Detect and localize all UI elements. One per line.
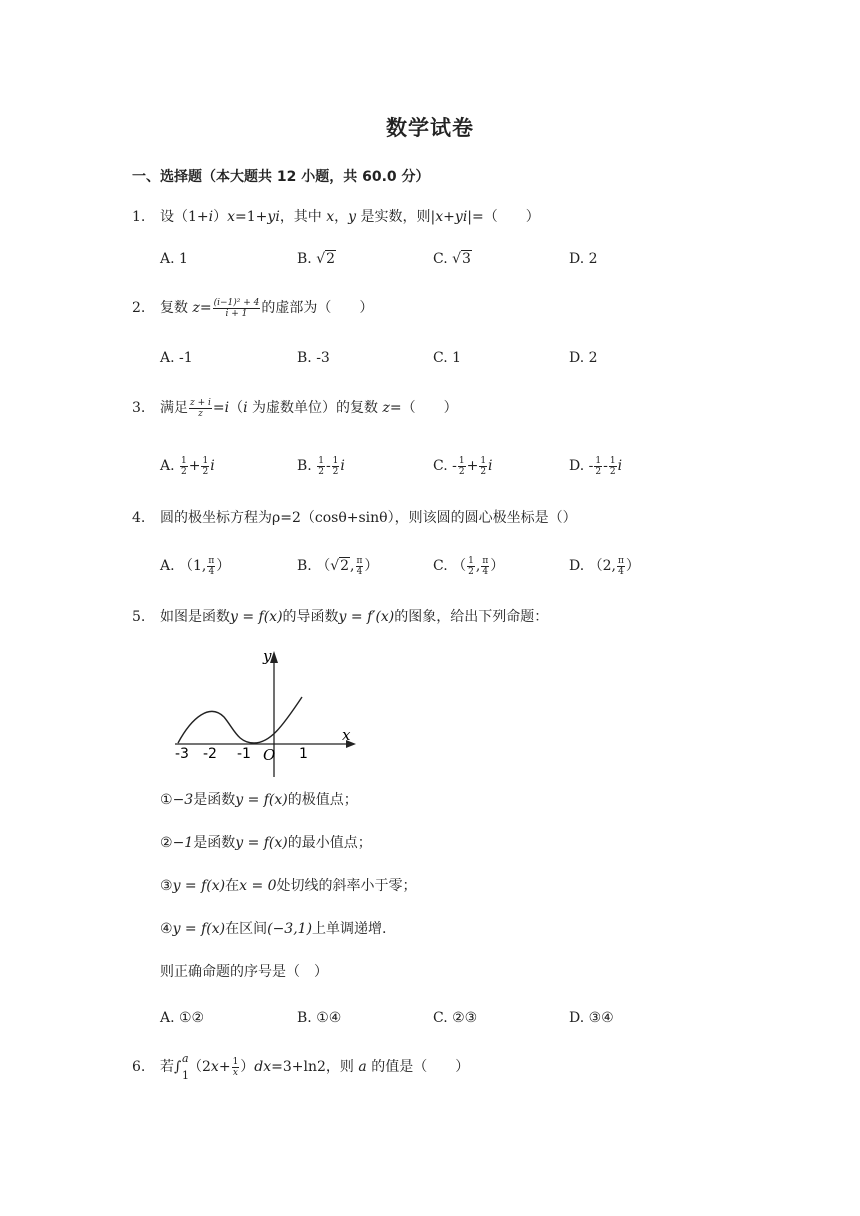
numerator: 1 [458, 455, 465, 466]
denominator: 2 [595, 466, 602, 477]
option-label: A. [160, 458, 180, 474]
q5-math: y = f′(x) [338, 609, 395, 625]
radicand: 2 [326, 251, 336, 267]
option-d[interactable]: D. 2 [569, 350, 598, 366]
option-c[interactable] [433, 248, 472, 270]
option-text: ） [625, 558, 640, 574]
q5-math: y = f(x) [230, 609, 283, 625]
numerator: z + i [190, 397, 211, 408]
option-label: B. （ [297, 558, 331, 574]
option-b[interactable] [297, 555, 378, 577]
fraction [481, 556, 489, 577]
q6-var: dx [254, 1059, 272, 1075]
q3-text: = [212, 400, 225, 416]
numerator: 1 [480, 455, 487, 466]
q6-text: 若 [160, 1059, 174, 1075]
imaginary-unit: i [488, 458, 493, 474]
statement-4 [160, 918, 386, 940]
q5-math: −3 [172, 792, 194, 808]
section-heading: 一、选择题（本大题共 12 小题，共 60.0 分） [132, 169, 430, 185]
option-a[interactable]: A. ①② [160, 1010, 205, 1026]
fraction [458, 456, 466, 477]
q6-text: =3+ln2，则 [271, 1059, 359, 1075]
q1-var: i [208, 209, 214, 225]
fraction [356, 556, 364, 577]
option-text: , [475, 558, 481, 574]
option-b[interactable] [297, 248, 336, 270]
q1-text: ） [213, 209, 228, 225]
statement-1 [160, 789, 358, 811]
integral-sign: ∫ a 1 [174, 1056, 188, 1078]
tick-label: 1 [299, 746, 308, 762]
statement-marker: ① [160, 792, 173, 808]
q5-text: 的极值点； [287, 792, 358, 808]
q5-math: (−3,1) [267, 921, 313, 937]
fraction [201, 456, 209, 477]
q1-text: =1+ [235, 209, 268, 225]
fraction [189, 398, 212, 419]
tick-label: -2 [203, 746, 217, 762]
denominator: z [198, 408, 203, 419]
option-label: C. [433, 251, 453, 267]
denominator: 2 [480, 466, 487, 477]
denominator: 4 [208, 566, 215, 577]
q5-text: 是函数 [193, 792, 236, 808]
q5-text: 是函数 [193, 835, 236, 851]
q6-text: （2 [188, 1059, 211, 1075]
q5-math: y = f(x) [172, 921, 226, 937]
radicand: 3 [462, 251, 471, 267]
origin-label: O [263, 746, 276, 764]
question-number: 5. [132, 609, 146, 625]
denominator: 2 [609, 466, 616, 477]
q1-var: y [267, 209, 276, 225]
option-text: ） [216, 558, 231, 574]
q6-text: ） [240, 1059, 255, 1075]
q6-var: x [210, 1059, 219, 1075]
option-label: D. （2, [569, 558, 616, 574]
q3-text: 满足 [160, 400, 188, 416]
numerator: π [208, 555, 215, 566]
q2-text: 复数 [160, 300, 193, 316]
fraction [467, 556, 475, 577]
question-1 [132, 206, 540, 228]
numerator: π [356, 555, 363, 566]
option-label: C. （ [433, 558, 467, 574]
statement-marker: ④ [160, 921, 173, 937]
operator: + [188, 458, 201, 474]
q2-text: 的虚部为（ ） [261, 300, 374, 316]
q1-text: 设（1+ [160, 209, 209, 225]
q4-text: 圆的极坐标方程为ρ=2（cosθ+sinθ），则该圆的圆心极坐标是（） [160, 510, 577, 526]
option-a[interactable]: A. 1 [160, 251, 188, 267]
option-c[interactable] [433, 555, 504, 577]
denominator: x [232, 1067, 238, 1078]
statement-marker: ③ [160, 878, 173, 894]
q5-math: y = f(x) [235, 835, 288, 851]
q3-var: z [382, 400, 390, 416]
q2-text: = [199, 300, 212, 316]
denominator: 4 [618, 566, 624, 577]
statement-marker: ② [160, 835, 173, 851]
q5-text: 在 [225, 878, 240, 894]
sqrt-symbol: √3 [452, 251, 471, 267]
q5-text: 的导函数 [282, 609, 339, 625]
question-5 [132, 606, 548, 628]
derivative-graph [170, 645, 370, 780]
q5-math: y = f(x) [235, 792, 288, 808]
numerator: π [482, 555, 489, 566]
integral-upper-limit: a [182, 1052, 189, 1065]
question-number: 4. [132, 510, 146, 526]
numerator: 1 [318, 455, 324, 466]
q6-var: a [358, 1059, 367, 1075]
radicand: 2 [340, 558, 350, 574]
q3-text: （ [229, 400, 244, 416]
q1-text: ，其中 [279, 209, 327, 225]
fraction [332, 456, 340, 477]
x-axis-label: x [342, 726, 351, 744]
option-c[interactable]: C. ②③ [433, 1010, 478, 1026]
fraction [594, 456, 602, 477]
option-text: , [350, 558, 355, 574]
option-label: C. - [433, 458, 457, 474]
question-number: 2. [132, 300, 146, 316]
option-text: ） [490, 558, 505, 574]
tick-label: -3 [175, 746, 189, 762]
imaginary-unit: i [340, 458, 345, 474]
imaginary-unit: i [210, 458, 215, 474]
q3-var: i [243, 400, 248, 416]
question-6 [132, 1052, 470, 1082]
operator: - [603, 458, 608, 474]
numerator: π [617, 555, 624, 566]
denominator: i + 1 [225, 308, 248, 319]
q6-text: 的值是（ ） [366, 1059, 470, 1075]
q5-text: 处切线的斜率小于零； [276, 878, 417, 894]
operator: + [466, 458, 479, 474]
fraction [232, 1057, 240, 1078]
denominator: 4 [482, 566, 489, 577]
numerator: 1 [232, 1056, 239, 1067]
denominator: 2 [181, 466, 187, 477]
question-number: 3. [132, 400, 146, 416]
denominator: 2 [468, 566, 474, 577]
q2-var: z [192, 300, 200, 316]
question-4 [132, 507, 577, 529]
option-a[interactable]: A. -1 [160, 350, 193, 366]
option-d[interactable] [569, 455, 622, 477]
operator: + [218, 1059, 231, 1075]
operator: - [325, 458, 331, 474]
numerator: 1 [332, 455, 339, 466]
question-number: 1. [132, 209, 146, 225]
denominator: 2 [332, 466, 339, 477]
numerator: 1 [181, 455, 187, 466]
option-b[interactable] [297, 455, 345, 477]
option-label: B. [297, 458, 317, 474]
denominator: 2 [318, 466, 324, 477]
q5-ask: 则正确命题的序号是（ ） [160, 964, 328, 980]
fraction [213, 298, 261, 319]
fraction [207, 556, 215, 577]
q1-text: |=（ ） [467, 209, 540, 225]
statement-3 [160, 875, 417, 897]
q3-var: i [224, 400, 230, 416]
q1-var: yi [454, 209, 468, 225]
q5-text: 上单调递增. [312, 921, 387, 937]
option-label: B. [297, 251, 317, 267]
numerator: 1 [609, 455, 616, 466]
q5-text: 在区间 [225, 921, 268, 937]
option-a[interactable] [160, 555, 230, 577]
statement-2 [160, 832, 372, 854]
q3-text: 为虚数单位）的复数 [247, 400, 383, 416]
q1-text: ， [334, 209, 349, 225]
fraction [479, 456, 487, 477]
q1-text: + [443, 209, 455, 225]
option-a[interactable] [160, 455, 215, 477]
numerator: 1 [468, 555, 474, 566]
q5-math: −1 [172, 835, 194, 851]
option-label: A. （1, [160, 558, 207, 574]
option-text: ） [364, 558, 379, 574]
option-d[interactable] [569, 555, 640, 577]
option-d[interactable]: D. ③④ [569, 1010, 614, 1026]
option-b[interactable]: B. ①④ [297, 1010, 342, 1026]
q1-var: y [348, 209, 357, 225]
q5-text: 的图象，给出下列命题： [394, 609, 549, 625]
tick-label: -1 [237, 746, 251, 762]
sqrt-symbol: √2 [330, 558, 350, 574]
derivative-curve [178, 697, 302, 743]
q5-text: 如图是函数 [160, 609, 230, 625]
option-d[interactable]: D. 2 [569, 251, 598, 267]
numerator: (i−1)² + 4 [213, 297, 260, 308]
numerator: 1 [595, 455, 602, 466]
question-3 [132, 397, 458, 419]
sqrt-symbol: √2 [316, 251, 336, 267]
q3-text: =（ ） [389, 400, 458, 416]
question-2 [132, 297, 373, 319]
option-c[interactable] [433, 455, 493, 477]
fraction [617, 556, 625, 577]
numerator: 1 [202, 455, 209, 466]
q1-var: x [326, 209, 335, 225]
q5-math: x = 0 [239, 878, 277, 894]
integral-lower-limit: 1 [182, 1069, 189, 1082]
imaginary-unit: i [617, 458, 623, 474]
denominator: 2 [458, 466, 465, 477]
y-axis-label: y [263, 647, 272, 665]
option-label: D. - [569, 458, 594, 474]
fraction [609, 456, 617, 477]
q1-text: 是实数，则| [356, 209, 436, 225]
q5-text: 的最小值点； [287, 835, 372, 851]
denominator: 4 [356, 566, 363, 577]
option-b[interactable]: B. -3 [297, 350, 330, 366]
question-number: 6. [132, 1059, 146, 1075]
page-title: 数学试卷 [386, 116, 474, 140]
fraction [180, 456, 188, 477]
fraction [317, 456, 325, 477]
denominator: 2 [202, 466, 209, 477]
q1-var: i [275, 209, 280, 225]
q1-var: x [227, 209, 236, 225]
q1-var: x [435, 209, 444, 225]
q5-math: y = f(x) [172, 878, 226, 894]
option-c[interactable]: C. 1 [433, 350, 462, 366]
